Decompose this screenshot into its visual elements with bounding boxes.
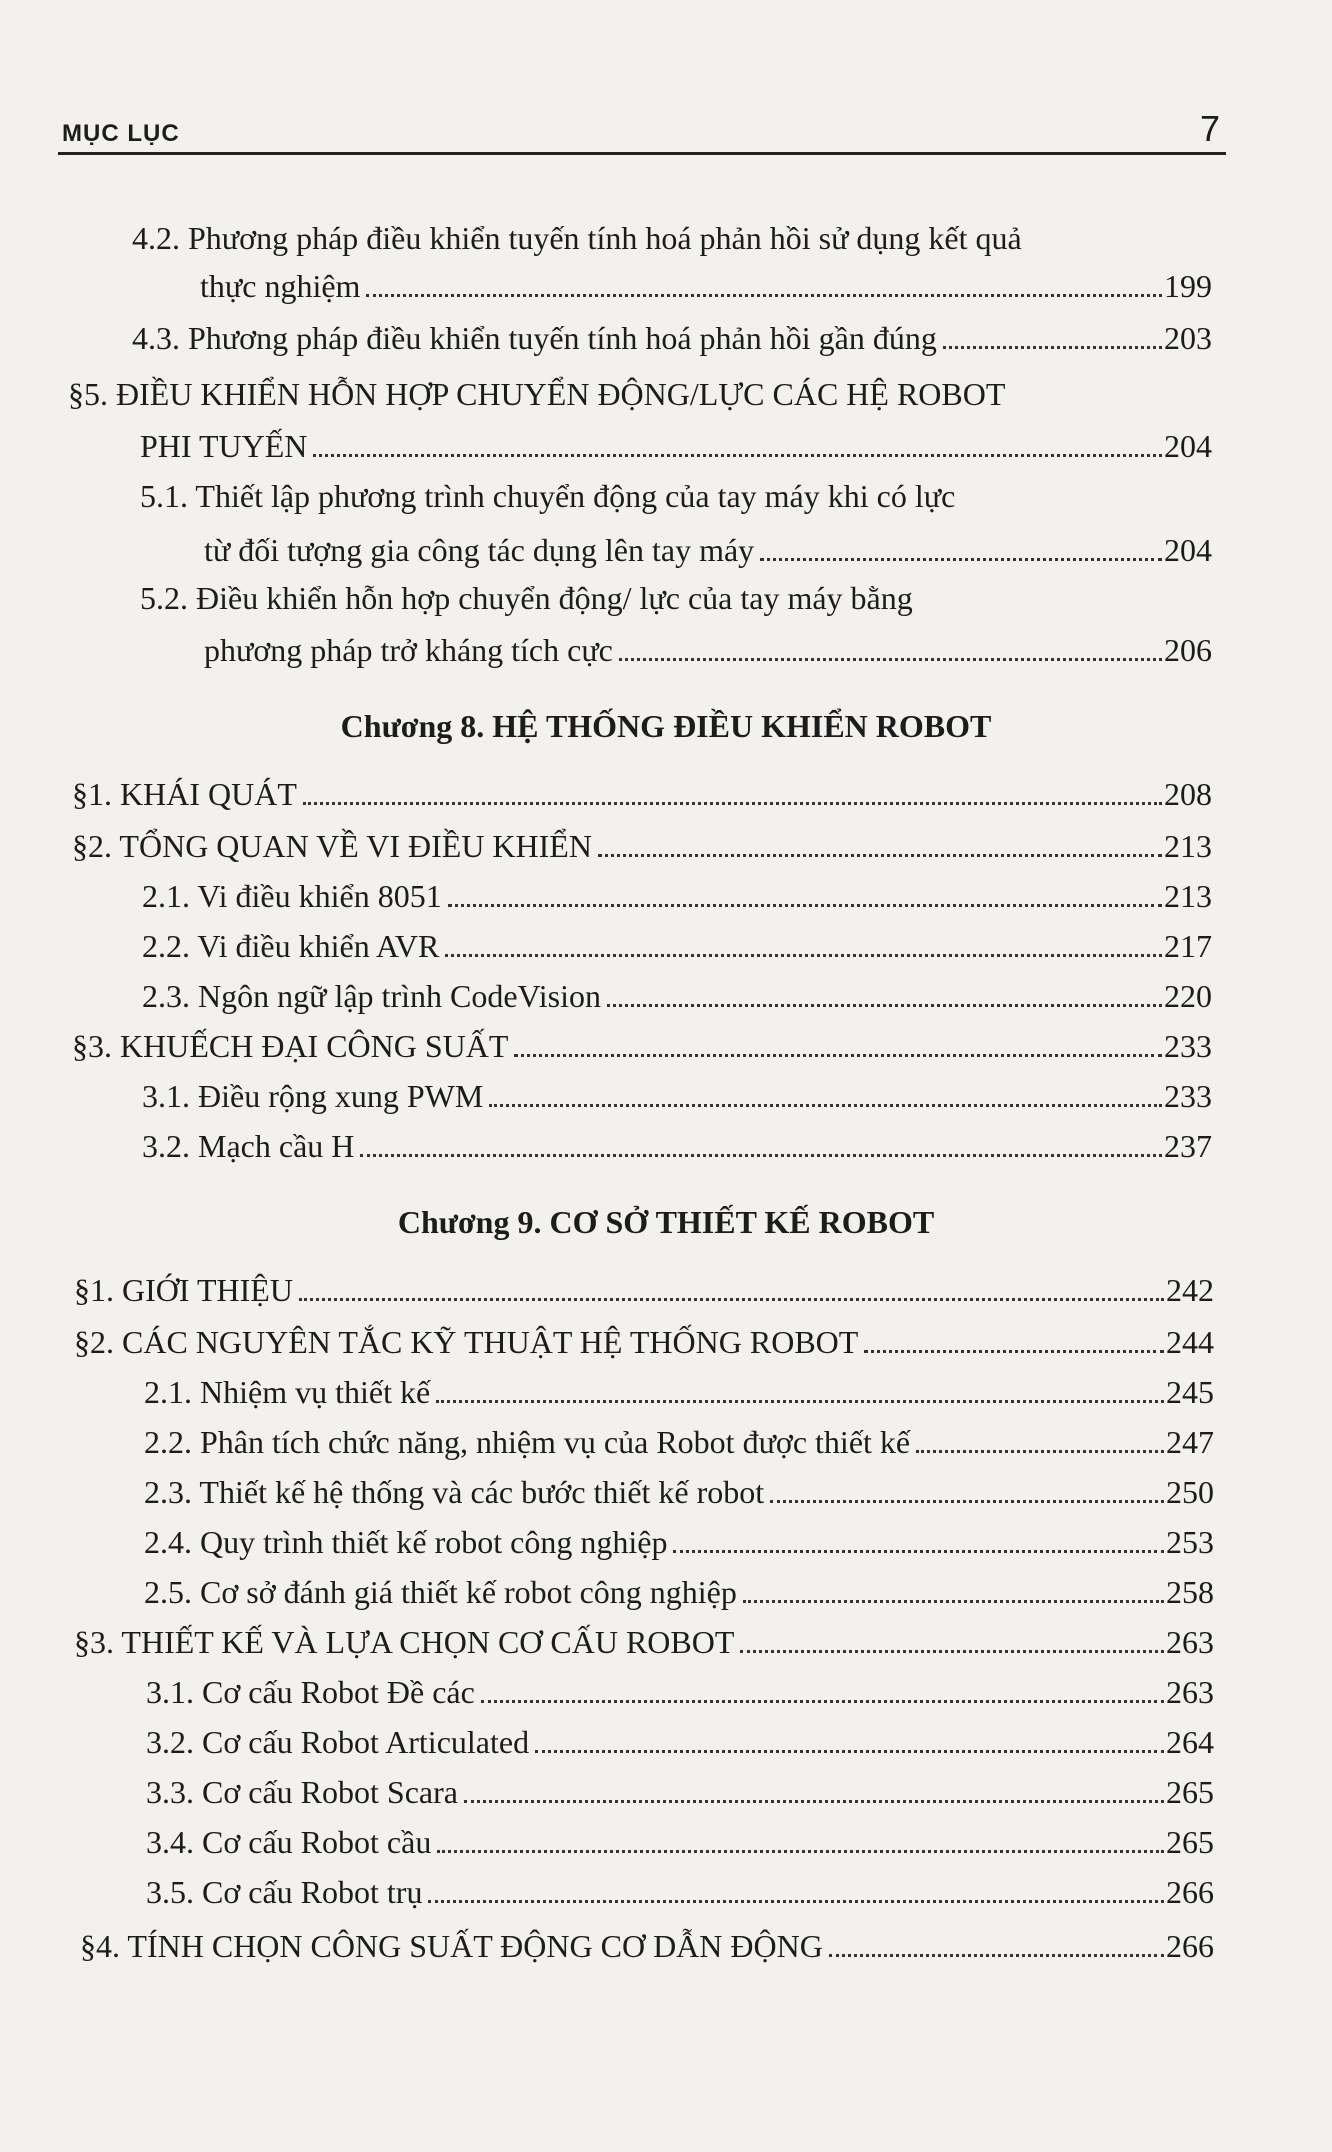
dot-leader [464,1800,1164,1803]
toc-entry-s5 [140,422,1212,466]
dot-leader [740,1650,1164,1653]
toc-entry-5-1 [204,526,1212,570]
toc-entry-title: 2.5. Cơ sở đánh giá thiết kế robot công nghiệp [144,1574,737,1610]
toc-entry-title: 3.2. Mạch cầu H [142,1128,355,1164]
toc-entry-9-3-3 [146,1768,1214,1812]
dot-leader [437,1850,1164,1853]
toc-entry-page: 217 [1164,928,1212,964]
toc-entry-9-s1 [74,1266,1214,1310]
dot-leader [481,1700,1164,1703]
dot-leader [489,1104,1162,1107]
toc-entry-4-2 [200,262,1212,306]
toc-entry-page: 237 [1164,1128,1212,1164]
toc-entry-title: §3. KHUẾCH ĐẠI CÔNG SUẤT [72,1028,509,1064]
toc-entry-9-2-3 [144,1468,1214,1512]
toc-entry-title: §2. TỔNG QUAN VỀ VI ĐIỀU KHIỂN [72,828,592,864]
toc-entry-page: 208 [1164,776,1212,812]
toc-entry-9-s2 [74,1318,1214,1362]
toc-entry-title: §1. GIỚI THIỆU [74,1272,293,1308]
page-header [58,108,1226,155]
dot-leader [598,854,1162,857]
toc-entry-page: 242 [1166,1272,1214,1308]
toc-entry-title: §2. CÁC NGUYÊN TẮC KỸ THUẬT HỆ THỐNG ROBOT [74,1324,859,1360]
toc-entry-page: 263 [1166,1674,1214,1710]
toc-entry-page: 233 [1164,1028,1212,1064]
toc-entry-title: 3.2. Cơ cấu Robot Articulated [146,1724,530,1760]
toc-entry-title: từ đối tượng gia công tác dụng lên tay máy [204,532,755,568]
toc-entry-page: 233 [1164,1078,1212,1114]
toc-entry-title: 3.4. Cơ cấu Robot cầu [146,1824,432,1860]
toc-entry-title: §4. TÍNH CHỌN CÔNG SUẤT ĐỘNG CƠ DẪN ĐỘNG [80,1928,823,1964]
toc-entry-title: 2.1. Nhiệm vụ thiết kế [144,1374,431,1410]
toc-entry-title: 2.3. Thiết kế hệ thống và các bước thiết kế robot [144,1474,765,1510]
dot-leader [514,1054,1162,1057]
toc-entry-9-2-1 [144,1368,1214,1412]
toc-entry-title: PHI TUYẾN [140,428,308,464]
dot-leader [607,1004,1162,1007]
toc-entry-8-s1 [72,770,1212,814]
toc-entry-8-2-1 [142,872,1212,916]
dot-leader [313,454,1162,457]
toc-entry-title: §1. KHÁI QUÁT [72,776,297,812]
toc-entry-9-3-1 [146,1668,1214,1712]
header-section-title: MỤC LỤC [62,120,180,147]
toc-entry-5-1-line1: 5.1. Thiết lập phương trình chuyển động của tay máy khi có lực [140,478,956,514]
toc-entry-page: 258 [1166,1574,1214,1610]
dot-leader [366,294,1162,297]
dot-leader [673,1550,1164,1553]
toc-entry-page: 204 [1164,532,1212,568]
toc-entry-title: 2.1. Vi điều khiển 8051 [142,878,442,914]
dot-leader [445,954,1162,957]
dot-leader [829,1954,1164,1957]
toc-entry-page: 213 [1164,878,1212,914]
toc-entry-page: 265 [1166,1774,1214,1810]
toc-entry-title: 3.1. Cơ cấu Robot Đề các [146,1674,475,1710]
dot-leader [619,658,1162,661]
toc-entry-9-s3 [74,1618,1214,1662]
toc-entry-9-3-4 [146,1818,1214,1862]
toc-entry-page: 203 [1164,320,1212,356]
toc-entry-title: thực nghiệm [200,268,361,304]
dot-leader [436,1400,1164,1403]
toc-entry-8-2-2 [142,922,1212,966]
toc-entry-page: 213 [1164,828,1212,864]
toc-entry-9-2-5 [144,1568,1214,1612]
dot-leader [303,802,1162,805]
toc-entry-page: 204 [1164,428,1212,464]
dot-leader [428,1900,1164,1903]
toc-entry-title: 3.3. Cơ cấu Robot Scara [146,1774,458,1810]
toc-entry-title: 3.1. Điều rộng xung PWM [142,1078,484,1114]
toc-entry-s5-line1: §5. ĐIỀU KHIỂN HỖN HỢP CHUYỂN ĐỘNG/LỰC CÁC HỆ ROBOT [68,376,1006,412]
chapter-9-heading: Chương 9. CƠ SỞ THIẾT KẾ ROBOT [397,1204,935,1240]
toc-entry-title: phương pháp trở kháng tích cực [204,632,613,668]
toc-entry-page: 206 [1164,632,1212,668]
toc-entry-9-3-5 [146,1868,1214,1912]
toc-entry-8-s2 [72,822,1212,866]
dot-leader [760,558,1162,561]
toc-entry-page: 245 [1166,1374,1214,1410]
toc-entry-title: §3. THIẾT KẾ VÀ LỰA CHỌN CƠ CẤU ROBOT [74,1624,735,1660]
dot-leader [916,1450,1164,1453]
toc-entry-8-3-2 [142,1122,1212,1166]
toc-entry-page: 263 [1166,1624,1214,1660]
toc-entry-page: 247 [1166,1424,1214,1460]
dot-leader [770,1500,1164,1503]
toc-entry-8-3-1 [142,1072,1212,1116]
dot-leader [864,1350,1164,1353]
toc-entry-title: 2.4. Quy trình thiết kế robot công nghiệp [144,1524,668,1560]
toc-entry-page: 265 [1166,1824,1214,1860]
toc-entry-page: 244 [1166,1324,1214,1360]
dot-leader [743,1600,1164,1603]
toc-entry-9-s4 [80,1922,1214,1966]
chapter-8-heading: Chương 8. HỆ THỐNG ĐIỀU KHIỂN ROBOT [340,708,992,744]
toc-entry-page: 220 [1164,978,1212,1014]
toc-entry-5-2 [204,626,1212,670]
toc-entry-title: 2.3. Ngôn ngữ lập trình CodeVision [142,978,601,1014]
dot-leader [448,904,1162,907]
toc-entry-page: 253 [1166,1524,1214,1560]
toc-entry-4-2-line1: 4.2. Phương pháp điều khiển tuyến tính hoá phản hồi sử dụng kết quả [132,220,1022,256]
dot-leader [299,1298,1164,1301]
toc-entry-9-3-2 [146,1718,1214,1762]
toc-entry-page: 250 [1166,1474,1214,1510]
toc-entry-page: 199 [1164,268,1212,304]
toc-entry-9-2-2 [144,1418,1214,1462]
dot-leader [943,346,1162,349]
toc-entry-5-2-line1: 5.2. Điều khiển hỗn hợp chuyển động/ lực của tay máy bằng [140,580,913,616]
toc-entry-title: 3.5. Cơ cấu Robot trụ [146,1874,423,1910]
toc-entry-4-3 [132,314,1212,358]
toc-entry-page: 266 [1166,1874,1214,1910]
dot-leader [360,1154,1162,1157]
toc-entry-title: 2.2. Phân tích chức năng, nhiệm vụ của Robot được thiết kế [144,1424,911,1460]
toc-entry-title: 2.2. Vi điều khiển AVR [142,928,440,964]
dot-leader [535,1750,1164,1753]
toc-entry-8-2-3 [142,972,1212,1016]
toc-entry-title: 4.3. Phương pháp điều khiển tuyến tính hoá phản hồi gần đúng [132,320,937,356]
toc-entry-9-2-4 [144,1518,1214,1562]
header-page-number: 7 [1199,108,1220,149]
toc-entry-page: 264 [1166,1724,1214,1760]
toc-entry-8-s3 [72,1022,1212,1066]
toc-entry-page: 266 [1166,1928,1214,1964]
